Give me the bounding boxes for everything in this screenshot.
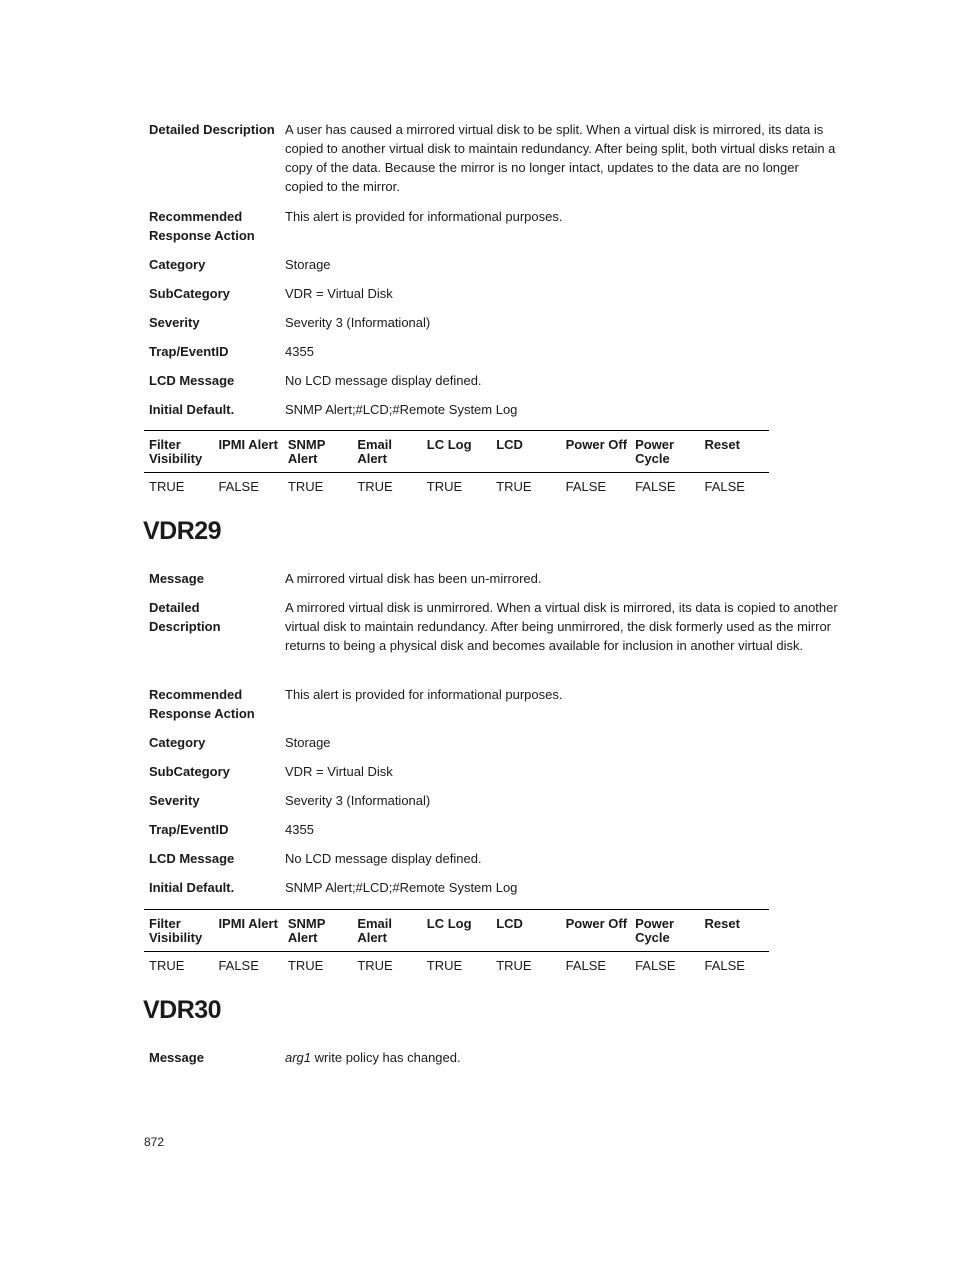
header-power-off: Power Off bbox=[561, 431, 630, 473]
cell-snmp-alert: TRUE bbox=[287, 479, 324, 494]
header-reset: Reset bbox=[700, 910, 770, 952]
header-filter-visibility: Filter Visibility bbox=[144, 910, 213, 952]
field-value: This alert is provided for informational purposes. bbox=[285, 209, 563, 224]
vdr29-alert-settings-table bbox=[144, 909, 769, 974]
header-power-cycle: Power Cycle bbox=[630, 431, 699, 473]
label-text: Recommended Response Action bbox=[149, 687, 255, 721]
lcd-message-row bbox=[149, 371, 839, 400]
field-value: Severity 3 (Informational) bbox=[285, 315, 431, 330]
cell-email-alert: TRUE bbox=[357, 958, 393, 973]
category-row bbox=[149, 733, 839, 762]
cell-snmp-alert: TRUE bbox=[287, 958, 324, 973]
cell-reset: FALSE bbox=[704, 479, 745, 494]
page-number: 872 bbox=[144, 1135, 165, 1149]
trap-eventid-row bbox=[149, 342, 839, 371]
cell-power-cycle: FALSE bbox=[635, 958, 676, 973]
message-row bbox=[149, 569, 839, 598]
field-value: VDR = Virtual Disk bbox=[285, 286, 393, 301]
header-ipmi-alert: IPMI Alert bbox=[213, 431, 282, 473]
field-label bbox=[149, 685, 285, 733]
section-heading-vdr30: VDR30 bbox=[143, 996, 222, 1024]
detailed-description-row bbox=[149, 598, 839, 685]
field-label: Severity bbox=[149, 315, 200, 330]
field-value: VDR = Virtual Disk bbox=[285, 764, 393, 779]
vdr29-details bbox=[149, 569, 839, 900]
initial-default-row bbox=[149, 878, 839, 900]
field-label: Category bbox=[149, 257, 206, 272]
cell-ipmi-alert: FALSE bbox=[218, 479, 259, 494]
section-heading-vdr29: VDR29 bbox=[143, 517, 222, 545]
field-value: 4355 bbox=[285, 822, 314, 837]
message-text: write policy has changed. bbox=[311, 1050, 461, 1065]
top-entry-details bbox=[149, 120, 839, 422]
field-value: A user has caused a mirrored virtual disk to be split. When a virtual disk is mirrored, its data is copied to another virtual disk to maintain redundancy. After being split, both virtual disks retain a copy of the data. Because the mirror is no longer intact, updates to the data are no longer copied to the mirror. bbox=[285, 122, 836, 194]
header-power-off: Power Off bbox=[561, 910, 630, 952]
label-text: Detailed Description bbox=[149, 600, 221, 634]
header-filter-visibility: Filter Visibility bbox=[144, 431, 213, 473]
initial-default-row bbox=[149, 400, 839, 422]
subcategory-row bbox=[149, 284, 839, 313]
field-label bbox=[149, 598, 285, 685]
field-label: Trap/EventID bbox=[149, 344, 229, 359]
cell-filter-visibility: TRUE bbox=[149, 958, 185, 973]
field-value: No LCD message display defined. bbox=[285, 851, 482, 866]
lcd-message-row bbox=[149, 849, 839, 878]
trap-eventid-row bbox=[149, 820, 839, 849]
header-lcd: LCD bbox=[491, 910, 560, 952]
field-value: This alert is provided for informational purposes. bbox=[285, 687, 563, 702]
field-label: LCD Message bbox=[149, 851, 235, 866]
recommended-action-row bbox=[149, 207, 839, 255]
header-reset: Reset bbox=[700, 431, 770, 473]
field-value: A mirrored virtual disk is unmirrored. When a virtual disk is mirrored, its data is copied to another virtual disk to maintain redundancy. After being unmirrored, the disk formerly used as the mirror returns to being a physical disk and becomes available for inclusion in another virtual disk. bbox=[285, 600, 838, 653]
severity-row bbox=[149, 313, 839, 342]
cell-power-off: FALSE bbox=[565, 479, 607, 494]
header-snmp-alert: SNMP Alert bbox=[283, 910, 352, 952]
field-value: A mirrored virtual disk has been un-mirrored. bbox=[285, 571, 542, 586]
field-value: 4355 bbox=[285, 344, 314, 359]
field-value: Severity 3 (Informational) bbox=[285, 793, 431, 808]
message-row bbox=[149, 1048, 839, 1067]
field-label: SubCategory bbox=[149, 764, 230, 779]
top-alert-settings-table bbox=[144, 430, 769, 495]
header-power-cycle: Power Cycle bbox=[630, 910, 699, 952]
field-label: Trap/EventID bbox=[149, 822, 229, 837]
field-value: Storage bbox=[285, 257, 331, 272]
field-label: Message bbox=[149, 571, 204, 586]
detailed-description-row bbox=[149, 120, 839, 207]
cell-lc-log: TRUE bbox=[426, 479, 463, 494]
table-header-row bbox=[144, 431, 769, 473]
field-value: Storage bbox=[285, 735, 331, 750]
field-label: Detailed Description bbox=[149, 122, 275, 137]
header-lc-log: LC Log bbox=[422, 431, 491, 473]
label-text: Recommended Response Action bbox=[149, 209, 255, 243]
header-lcd: LCD bbox=[491, 431, 560, 473]
cell-lcd: TRUE bbox=[496, 479, 532, 494]
cell-lc-log: TRUE bbox=[426, 958, 463, 973]
header-email-alert: Email Alert bbox=[352, 431, 421, 473]
header-lc-log: LC Log bbox=[422, 910, 491, 952]
table-row bbox=[144, 952, 769, 975]
field-label: LCD Message bbox=[149, 373, 235, 388]
field-value: No LCD message display defined. bbox=[285, 373, 482, 388]
field-value: SNMP Alert;#LCD;#Remote System Log bbox=[285, 880, 518, 895]
field-value: SNMP Alert;#LCD;#Remote System Log bbox=[285, 402, 518, 417]
recommended-action-row bbox=[149, 685, 839, 733]
field-label bbox=[149, 207, 285, 255]
cell-email-alert: TRUE bbox=[357, 479, 393, 494]
field-label: SubCategory bbox=[149, 286, 230, 301]
severity-row bbox=[149, 791, 839, 820]
cell-power-off: FALSE bbox=[565, 958, 607, 973]
header-ipmi-alert: IPMI Alert bbox=[213, 910, 282, 952]
cell-ipmi-alert: FALSE bbox=[218, 958, 259, 973]
category-row bbox=[149, 255, 839, 284]
field-label: Severity bbox=[149, 793, 200, 808]
field-value bbox=[285, 1048, 839, 1067]
table-header-row bbox=[144, 910, 769, 952]
header-snmp-alert: SNMP Alert bbox=[283, 431, 352, 473]
vdr30-details bbox=[149, 1048, 839, 1067]
field-label: Initial Default. bbox=[149, 402, 235, 417]
cell-power-cycle: FALSE bbox=[635, 479, 676, 494]
field-label: Category bbox=[149, 735, 206, 750]
subcategory-row bbox=[149, 762, 839, 791]
field-label: Message bbox=[149, 1050, 204, 1065]
cell-lcd: TRUE bbox=[496, 958, 532, 973]
cell-reset: FALSE bbox=[704, 958, 745, 973]
message-argument: arg1 bbox=[285, 1050, 312, 1065]
field-label: Initial Default. bbox=[149, 880, 235, 895]
table-row bbox=[144, 473, 769, 496]
cell-filter-visibility: TRUE bbox=[149, 479, 185, 494]
header-email-alert: Email Alert bbox=[352, 910, 421, 952]
